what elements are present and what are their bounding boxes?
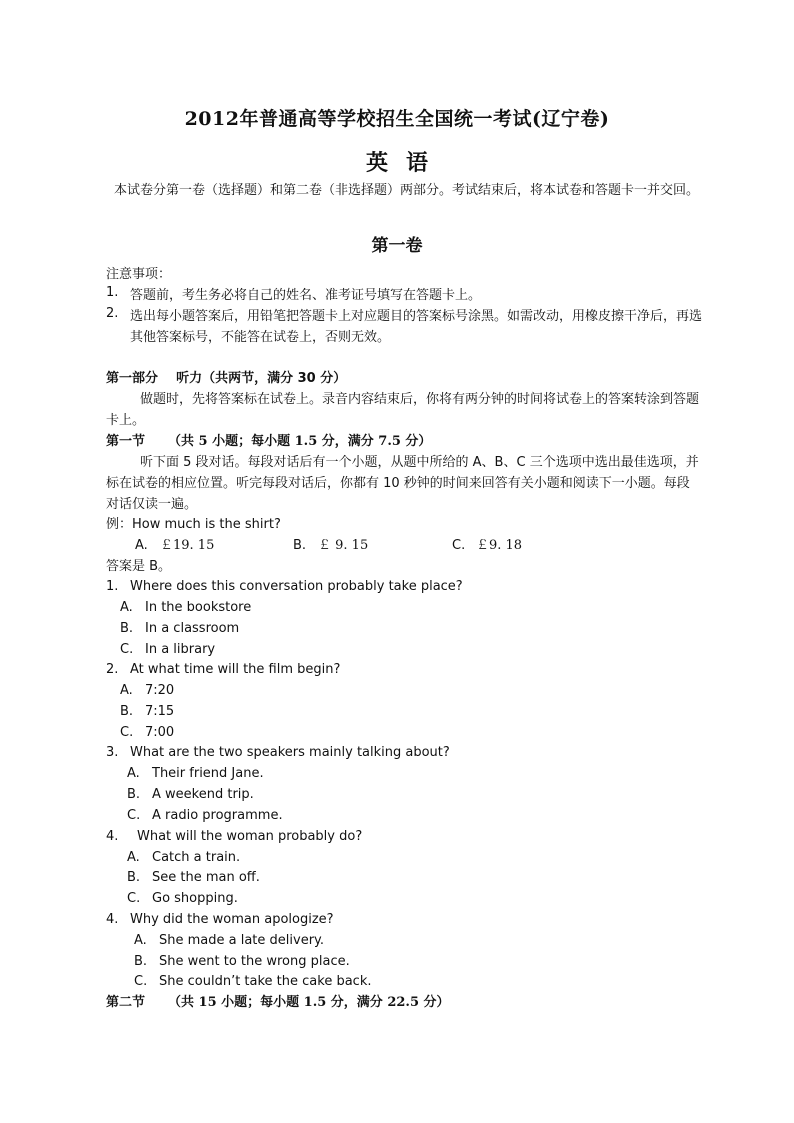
option-text: She went to the wrong place. bbox=[159, 954, 350, 969]
option-text: See the man off. bbox=[152, 870, 260, 885]
question-number: 4. bbox=[106, 912, 119, 927]
intro-text: 本试卷分第一卷（选择题）和第二卷（非选择题）两部分。考试结束后，将本试卷和答题卡一并交回。 bbox=[114, 183, 700, 198]
option-text: In a library bbox=[145, 642, 216, 657]
option-letter: B. bbox=[127, 870, 141, 885]
question-number: 2. bbox=[106, 662, 119, 677]
option-text: She made a late delivery. bbox=[159, 933, 325, 948]
question-text: What are the two speakers mainly talking about? bbox=[130, 745, 450, 760]
example-option-letter: A. bbox=[135, 538, 148, 553]
example-answer: 答案是 B。 bbox=[106, 559, 172, 574]
option-letter: A. bbox=[127, 850, 140, 865]
option-letter: A. bbox=[127, 766, 140, 781]
example-question: 例：How much is the shirt? bbox=[106, 517, 281, 532]
question-text: At what time will the film begin? bbox=[130, 662, 341, 677]
subject-title: 英语 bbox=[365, 150, 446, 176]
option-text: Their friend Jane. bbox=[152, 766, 264, 781]
option-text: A radio programme. bbox=[152, 808, 283, 823]
option-letter: C. bbox=[127, 891, 141, 906]
option-text: 7:00 bbox=[145, 725, 175, 740]
option-letter: C. bbox=[120, 725, 134, 740]
note-item: 选出每小题答案后，用铅笔把答题卡上对应题目的答案标号涂黑。如需改动，用橡皮擦干净后，再选其他答案标号，不能答在试卷上，否则无效。 bbox=[130, 309, 703, 345]
example-option-letter: C. bbox=[452, 538, 466, 553]
option-letter: C. bbox=[134, 974, 148, 989]
note-number: 1. bbox=[106, 285, 119, 300]
option-text: Catch a train. bbox=[152, 850, 241, 865]
section1-heading-detail: （共 5 小题；每小题 1.5 分，满分 7.5 分） bbox=[168, 434, 432, 449]
option-text: 7:15 bbox=[145, 704, 175, 719]
option-letter: C. bbox=[120, 642, 134, 657]
question-number: 3. bbox=[106, 745, 119, 760]
volume-title: 第一卷 bbox=[371, 236, 423, 256]
option-text: In a classroom bbox=[145, 621, 240, 636]
part1-heading: 第一部分 听力（共两节，满分 30 分） bbox=[106, 371, 347, 386]
question-text: Where does this conversation probably take place? bbox=[130, 579, 463, 594]
section2-heading-detail: （共 15 小题；每小题 1.5 分，满分 22.5 分） bbox=[168, 995, 450, 1010]
section2-heading: 第二节 bbox=[106, 995, 146, 1010]
option-letter: B. bbox=[134, 954, 148, 969]
question-text: Why did the woman apologize? bbox=[130, 912, 334, 927]
exam-title: 2012年普通高等学校招生全国统一考试(辽宁卷) bbox=[184, 108, 610, 130]
question-number: 4. bbox=[106, 829, 119, 844]
option-letter: B. bbox=[120, 704, 134, 719]
example-option-text: ￡19. 15 bbox=[160, 538, 215, 553]
question-text: What will the woman probably do? bbox=[137, 829, 363, 844]
option-text: A weekend trip. bbox=[152, 787, 254, 802]
option-text: Go shopping. bbox=[152, 891, 238, 906]
option-letter: B. bbox=[127, 787, 141, 802]
option-letter: C. bbox=[127, 808, 141, 823]
option-text: She couldn’t take the cake back. bbox=[159, 974, 372, 989]
example-option-text: ￡ 9. 15 bbox=[318, 538, 369, 553]
section1-instruction: 听下面 5 段对话。每段对话后有一个小题，从题中所给的 A、B、C 三个选项中选出最佳选项，并标在试卷的相应位置。听完每段对话后，你都有 10 秒钟的时间来回答有关小题和阅读下一小题。每段对话仅读一遍。 bbox=[106, 455, 699, 512]
option-letter: B. bbox=[120, 621, 134, 636]
option-letter: A. bbox=[134, 933, 147, 948]
example-option-letter: B. bbox=[293, 538, 307, 553]
part1-instruction: 做题时，先将答案标在试卷上。录音内容结束后，你将有两分钟的时间将试卷上的答案转涂到答题卡上。 bbox=[106, 392, 700, 428]
option-letter: A. bbox=[120, 600, 133, 615]
question-number: 1. bbox=[106, 579, 119, 594]
option-text: In the bookstore bbox=[145, 600, 252, 615]
note-item: 答题前，考生务必将自己的姓名、准考证号填写在答题卡上。 bbox=[130, 288, 482, 303]
example-option-text: ￡9. 18 bbox=[476, 538, 523, 553]
note-number: 2. bbox=[106, 306, 119, 321]
option-letter: A. bbox=[120, 683, 133, 698]
notes-heading: 注意事项： bbox=[106, 267, 172, 282]
option-text: 7:20 bbox=[145, 683, 175, 698]
section1-heading: 第一节 bbox=[106, 434, 146, 449]
